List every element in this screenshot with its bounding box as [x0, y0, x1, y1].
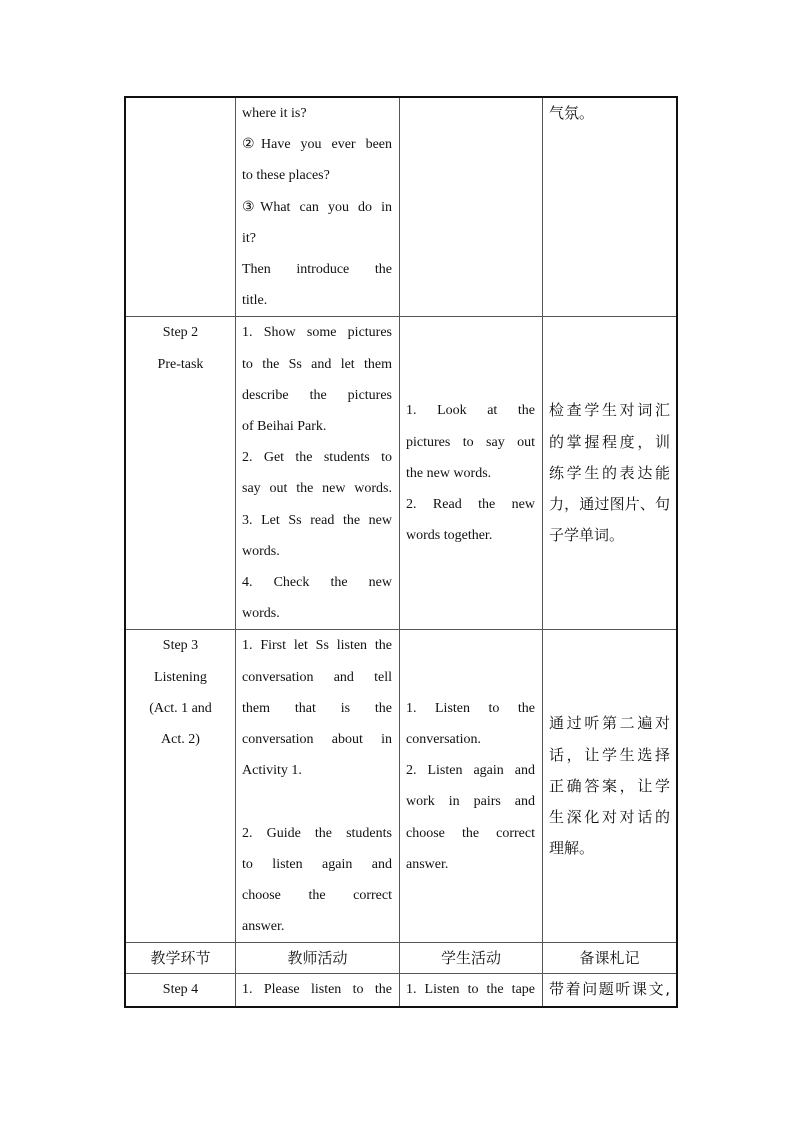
header-student: 学生活动 — [400, 943, 543, 974]
text-line: the new words. — [406, 465, 492, 481]
text-line: 2. Read the new — [406, 497, 535, 513]
text-line: 1. Look at the — [406, 403, 535, 419]
lesson-notes-cell — [543, 97, 678, 317]
text-line: ②Have you ever been — [242, 137, 392, 153]
text-line: to the Ss and let them — [242, 356, 392, 372]
text-line: work in pairs and — [406, 794, 535, 810]
text-line: 力，通过图片、句 — [549, 495, 670, 514]
text-line: them that is the — [242, 700, 392, 716]
text-line: pictures to say out — [406, 434, 535, 450]
text-line: 检查学生对词汇 — [549, 401, 670, 420]
text-line: it? — [242, 230, 256, 246]
text-line: 生深化对对话的 — [549, 808, 670, 827]
table-header-row — [125, 943, 677, 974]
text-line: 正确答案，让学 — [549, 776, 670, 795]
step-cell — [125, 97, 236, 317]
text-line: say out the new words. — [242, 481, 392, 497]
text-line: 1. Listen to the — [406, 700, 535, 716]
text-line: where it is? — [242, 106, 307, 121]
text-line: to these places? — [242, 168, 330, 184]
text-line: 2. Guide the students — [242, 825, 392, 841]
student-activity-cell — [400, 630, 543, 943]
text-line: words together. — [406, 528, 493, 544]
step-cell — [125, 630, 236, 943]
text-line: 4. Check the new — [242, 575, 392, 591]
step-title: Step 4 — [162, 982, 199, 998]
table-row — [125, 630, 677, 943]
text-line: 1. Show some pictures — [242, 325, 392, 341]
text-line: 1. First let Ss listen the — [242, 638, 392, 654]
blank-line — [242, 786, 392, 817]
text-line: 1. Listen to the tape — [406, 982, 535, 998]
text-line: 的掌握程度，训 — [549, 432, 670, 451]
text-line: 1. Please listen to the — [242, 982, 392, 998]
text-line: 子学单词。 — [549, 526, 625, 545]
text-line: 理解。 — [549, 839, 595, 858]
teacher-activity-cell — [236, 97, 400, 317]
text-line: describe the pictures — [242, 387, 392, 403]
step-cell — [125, 317, 236, 630]
table-row — [125, 317, 677, 630]
text-line: 通过听第二遍对 — [549, 714, 670, 733]
step-title: Step 2 — [162, 325, 199, 341]
text-line: to listen again and — [242, 856, 392, 872]
text-line: conversation and tell — [242, 669, 392, 685]
text-line: Then introduce the — [242, 262, 392, 278]
lesson-notes-cell — [543, 630, 678, 943]
text-line: Activity 1. — [242, 763, 302, 779]
text-line: choose the correct — [406, 825, 535, 841]
text-line: answer. — [406, 856, 449, 872]
step-subtitle: (Act. 1 and — [149, 700, 212, 716]
step-subtitle: Listening — [154, 669, 207, 685]
header-note: 备课札记 — [543, 943, 678, 974]
text-line: conversation about in — [242, 732, 392, 748]
lesson-plan-table — [124, 96, 678, 1008]
step-subtitle: Pre-task — [157, 356, 204, 372]
text-line: title. — [242, 293, 268, 309]
table-row — [125, 97, 677, 317]
text-line: choose the correct — [242, 888, 392, 904]
text-line: 2. Get the students to — [242, 450, 392, 466]
header-step: 教学环节 — [125, 943, 236, 974]
teacher-activity-cell — [236, 974, 400, 1007]
text-line: 练学生的表达能 — [549, 463, 670, 482]
text-line: 话，让学生选择 — [549, 745, 670, 764]
step-title: Step 3 — [162, 638, 199, 654]
text-line: 3. Let Ss read the new — [242, 512, 392, 528]
teacher-activity-cell — [236, 317, 400, 630]
lesson-notes-cell — [543, 317, 678, 630]
student-activity-cell — [400, 317, 543, 630]
step-subtitle: Act. 2) — [161, 732, 200, 748]
text-line: 气氛。 — [549, 104, 595, 122]
student-activity-cell — [400, 974, 543, 1007]
table-row — [125, 974, 677, 1007]
text-line: answer. — [242, 919, 285, 935]
text-line: words. — [242, 606, 280, 622]
header-teacher: 教师活动 — [236, 943, 400, 974]
text-line: words. — [242, 543, 280, 559]
step-cell — [125, 974, 236, 1007]
teacher-activity-cell — [236, 630, 400, 943]
text-line: 2. Listen again and — [406, 763, 535, 779]
text-line: ③What can you do in — [242, 199, 392, 215]
lesson-notes-cell — [543, 974, 678, 1007]
student-activity-cell — [400, 97, 543, 317]
text-line: of Beihai Park. — [242, 419, 327, 435]
text-line: conversation. — [406, 732, 482, 748]
text-line: 带着问题听课文, — [549, 980, 670, 999]
